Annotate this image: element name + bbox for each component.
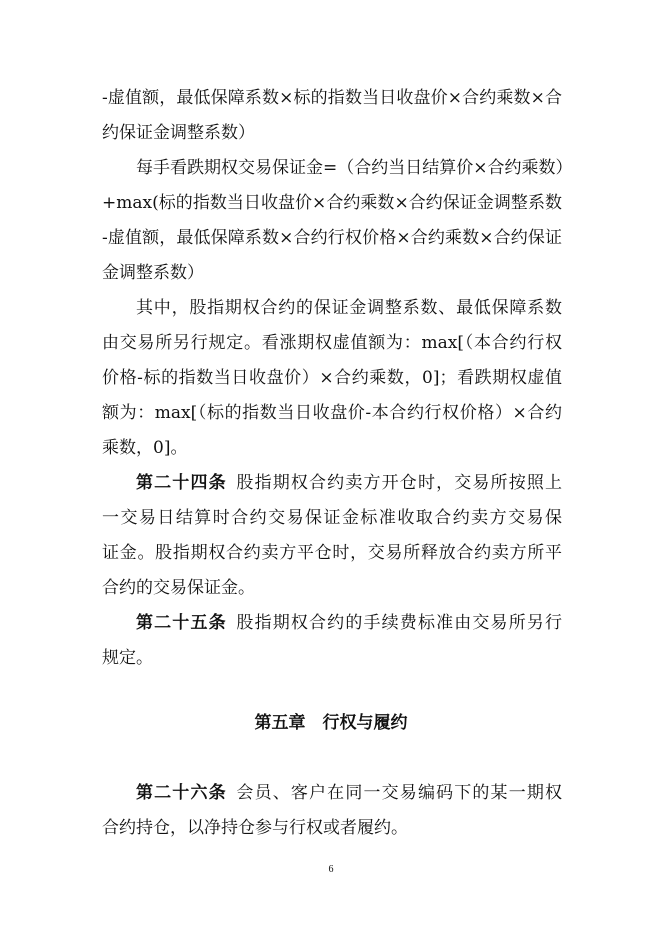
paragraph-line: 合约持仓，以净持仓参与行权或者履约。 (102, 818, 408, 838)
paragraph-line: 证金。股指期权合约卖方平仓时，交易所释放合约卖方所平 (102, 543, 562, 563)
chapter-heading: 第五章 行权与履约 (254, 713, 408, 733)
paragraph-line: 其中，股指期权合约的保证金调整系数、最低保障系数 (136, 298, 562, 318)
article-25-text: 股指期权合约的手续费标准由交易所另行 (235, 613, 563, 633)
paragraph-line: 每手看跌期权交易保证金=（合约当日结算价×合约乘数） (136, 158, 573, 178)
article-26-text: 会员、客户在同一交易编码下的某一期权 (235, 783, 563, 803)
article-24-label: 第二十四条 (136, 473, 227, 493)
article-24-first-line (136, 472, 562, 494)
paragraph-line: 额为：max[（标的指数当日收盘价-本合约行权价格）×合约 (102, 403, 562, 423)
paragraph-line: 一交易日结算时合约交易保证金标准收取合约卖方交易保 (102, 508, 562, 528)
paragraph-line: 约保证金调整系数） (102, 123, 255, 143)
article-24-text: 股指期权合约卖方开仓时，交易所按照上 (235, 473, 563, 493)
paragraph-line: 规定。 (102, 648, 153, 668)
paragraph-line: 合约的交易保证金。 (102, 578, 255, 598)
article-25-first-line (136, 612, 562, 634)
page-number: 6 (328, 864, 334, 875)
paragraph-line: 价格-标的指数当日收盘价）×合约乘数，0]；看跌期权虚值 (102, 368, 562, 388)
paragraph-line: -虚值额，最低保障系数×合约行权价格×合约乘数×合约保证 (102, 228, 562, 248)
article-26-first-line (136, 782, 562, 804)
paragraph-line: 由交易所另行规定。看涨期权虚值额为：max[（本合约行权 (102, 333, 562, 353)
article-26-label: 第二十六条 (136, 783, 227, 803)
article-25-label: 第二十五条 (136, 613, 227, 633)
paragraph-line: +max(标的指数当日收盘价×合约乘数×合约保证金调整系数 (102, 193, 562, 213)
paragraph-line: -虚值额，最低保障系数×标的指数当日收盘价×合约乘数×合 (102, 88, 562, 108)
paragraph-line: 金调整系数） (102, 263, 204, 283)
paragraph-line: 乘数，0]。 (102, 438, 188, 458)
